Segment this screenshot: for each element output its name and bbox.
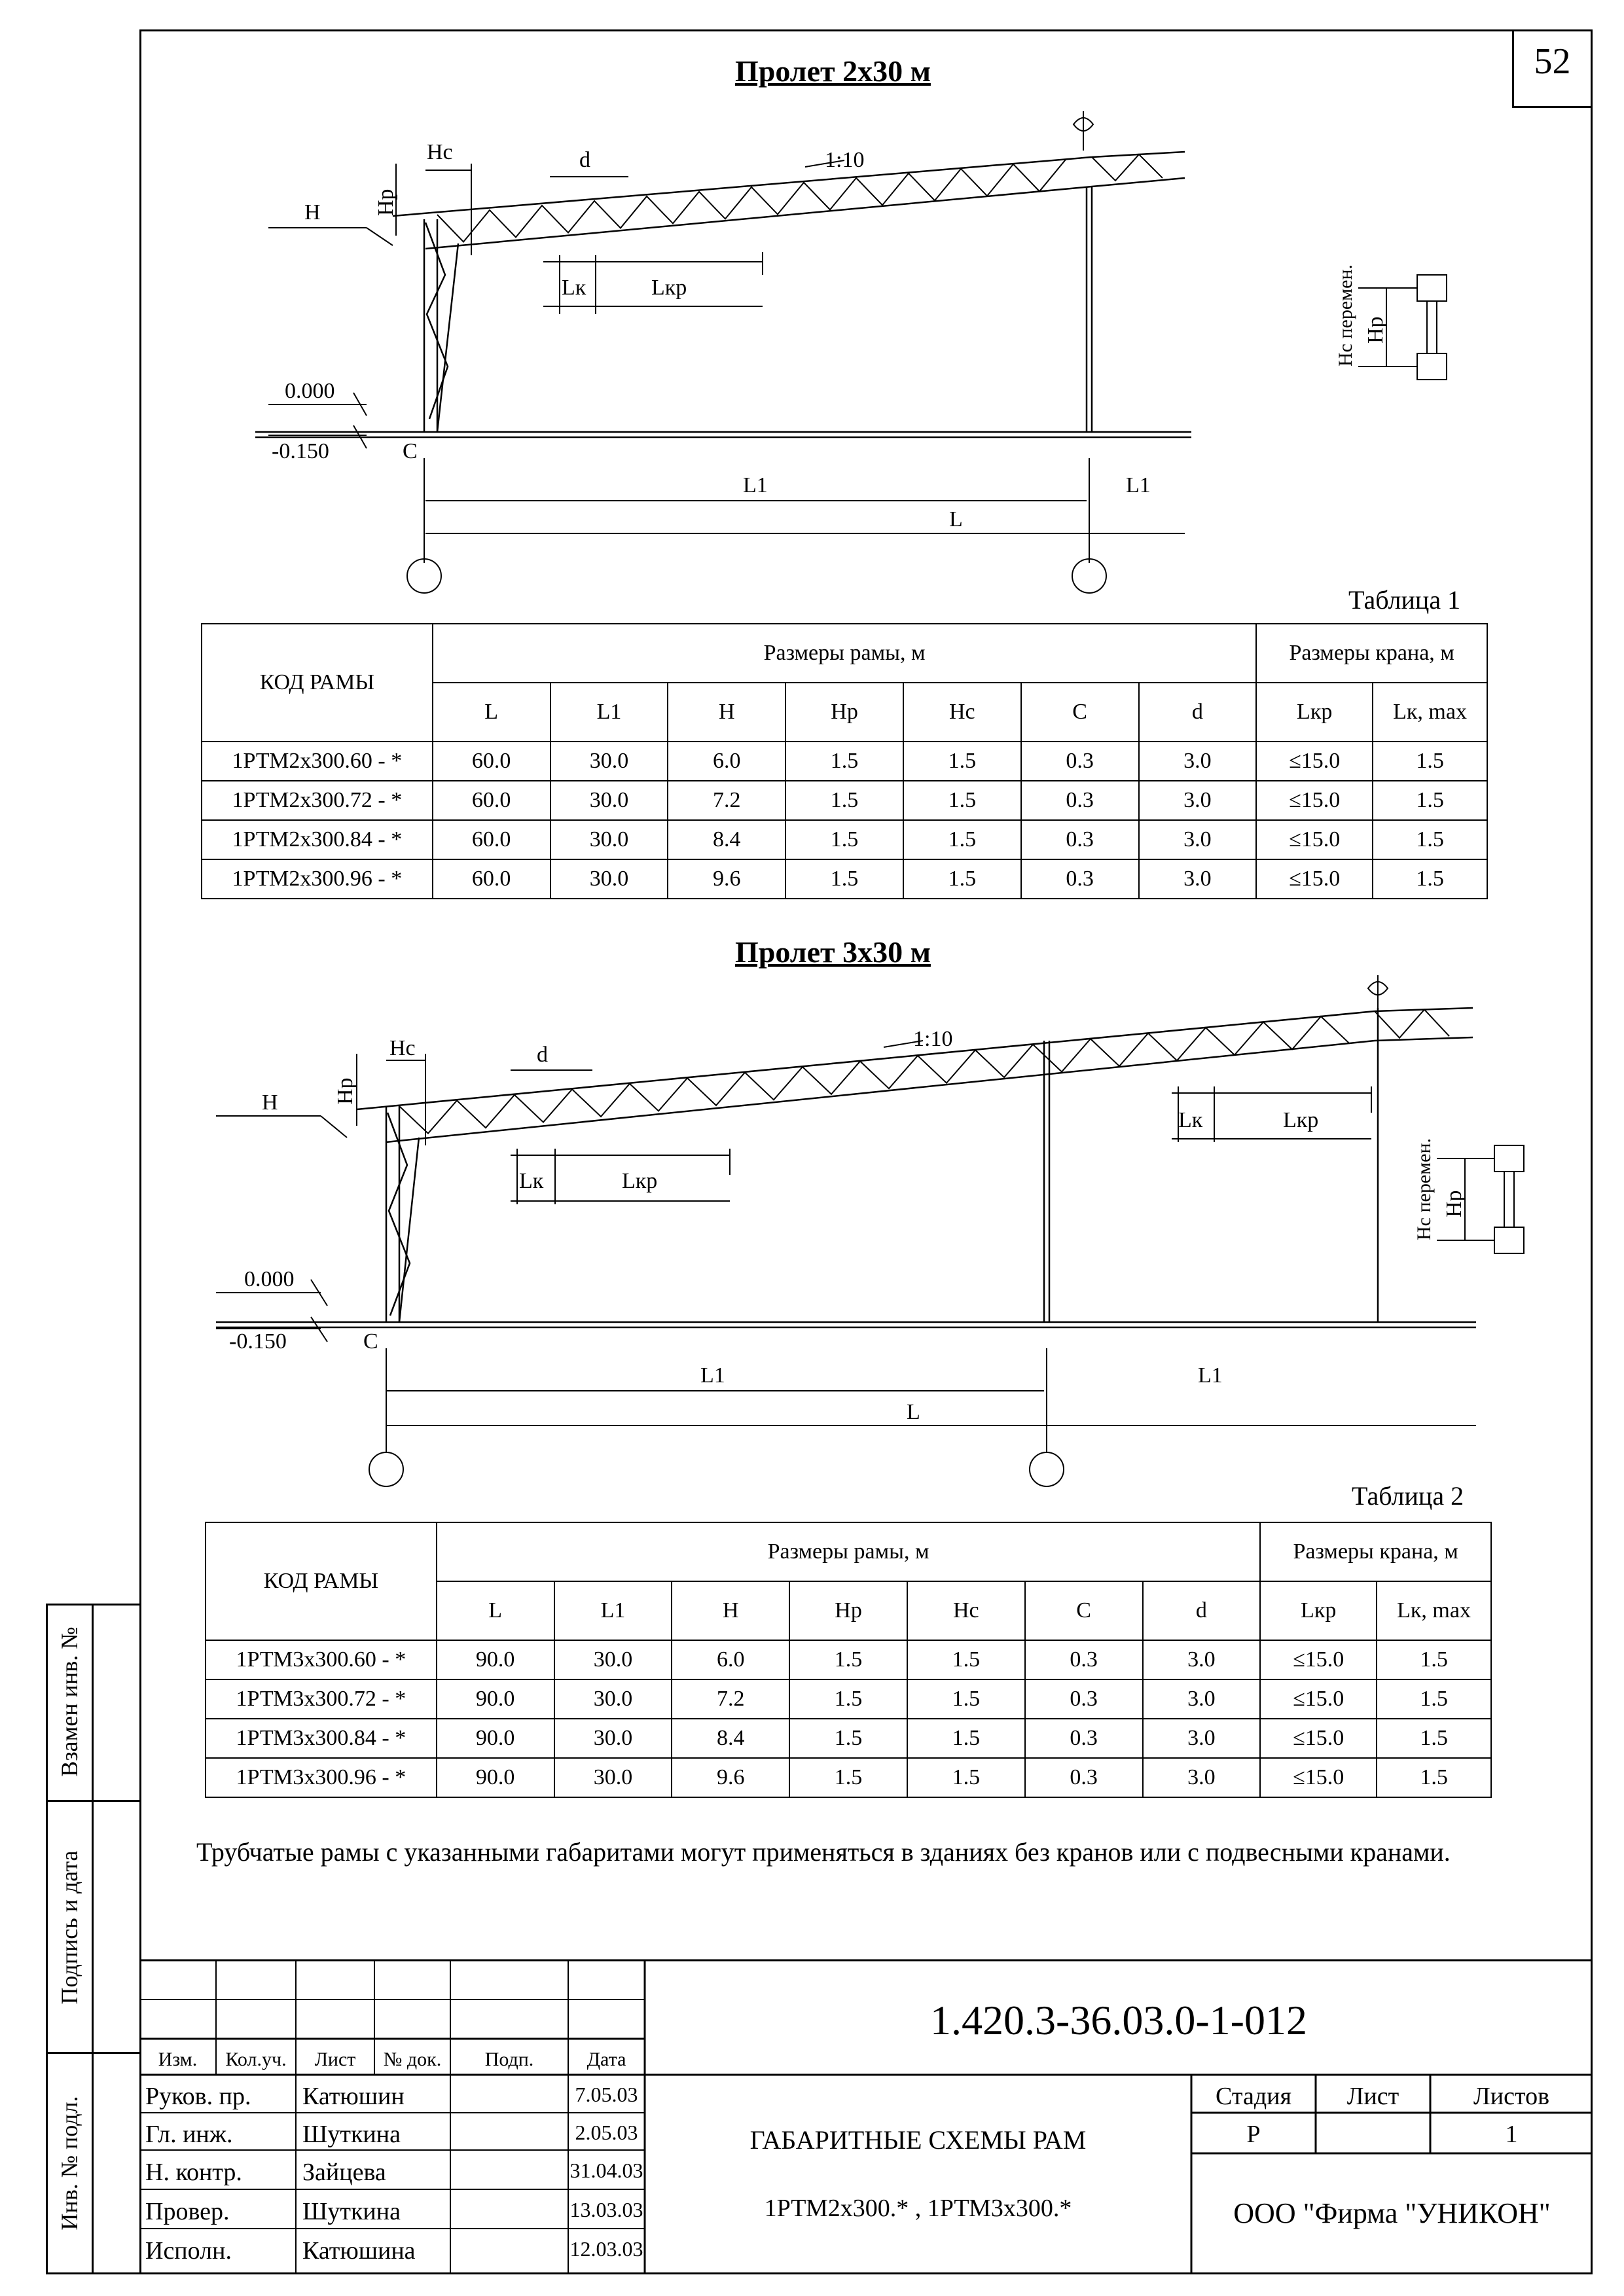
table1-colhead-1: L1 bbox=[550, 683, 668, 742]
tb-sig-date: 2.05.03 bbox=[575, 2121, 638, 2144]
tb-sig-name: Катюшин bbox=[302, 2083, 405, 2110]
s2-detail-hc: Hc перемен. bbox=[1413, 1138, 1435, 1240]
table2-cell: 1.5 bbox=[789, 1679, 907, 1719]
table2-cell: 1.5 bbox=[789, 1719, 907, 1758]
table2-cell: ≤15.0 bbox=[1260, 1640, 1377, 1679]
table1-cell: 1.5 bbox=[785, 742, 903, 781]
table2-cell: 1РТМ3х300.60 - * bbox=[206, 1640, 437, 1679]
table2-cell: 0.3 bbox=[1025, 1719, 1143, 1758]
table2-cell: 7.2 bbox=[672, 1679, 789, 1719]
table1-colhead-6: d bbox=[1139, 683, 1257, 742]
table2-crane-header: Размеры крана, м bbox=[1260, 1522, 1491, 1581]
table1-cell: 60.0 bbox=[433, 742, 550, 781]
s2-l1a-label: L1 bbox=[700, 1363, 725, 1388]
table2-caption: Таблица 2 bbox=[1352, 1481, 1464, 1511]
s2-lkr2-label: Lкр bbox=[1283, 1108, 1319, 1132]
tb-header-doc: № док. bbox=[383, 2049, 442, 2070]
note-text: Трубчатые рамы с указанными габаритами могут применяться в зданиях без кранов или с подвесными кранами. bbox=[196, 1837, 1451, 1867]
table2-cell: 1.5 bbox=[789, 1758, 907, 1797]
tb-doc-code: 1.420.3-36.03.0-1-012 bbox=[930, 1997, 1307, 2043]
table2-cell: 1.5 bbox=[1377, 1758, 1491, 1797]
s1-hp-label: Hp bbox=[374, 188, 398, 216]
table1-colhead-2: H bbox=[668, 683, 785, 742]
table2-cell: 3.0 bbox=[1143, 1719, 1261, 1758]
table1-cell: 1РТМ2х300.60 - * bbox=[202, 742, 433, 781]
tb-sig-role: Н. контр. bbox=[145, 2159, 242, 2186]
s1-hc-label: Hc bbox=[427, 140, 453, 164]
tb-sig-date: 7.05.03 bbox=[575, 2083, 638, 2106]
table1-cell: 3.0 bbox=[1139, 742, 1257, 781]
s2-hp-label: Hp bbox=[333, 1077, 357, 1105]
table1-cell: ≤15.0 bbox=[1256, 742, 1373, 781]
table2-cell: 30.0 bbox=[554, 1719, 672, 1758]
table1-cell: 30.0 bbox=[550, 820, 668, 859]
table2-cell: 1.5 bbox=[907, 1640, 1025, 1679]
table1-colhead-3: Hp bbox=[785, 683, 903, 742]
table2-cell: 8.4 bbox=[672, 1719, 789, 1758]
table2-cell: 1.5 bbox=[1377, 1640, 1491, 1679]
table1-cell: 9.6 bbox=[668, 859, 785, 899]
table2-cell: ≤15.0 bbox=[1260, 1758, 1377, 1797]
s2-lkr-label: Lкр bbox=[622, 1169, 658, 1193]
table2-cell: 3.0 bbox=[1143, 1758, 1261, 1797]
table2-cell: 30.0 bbox=[554, 1679, 672, 1719]
side-stamp-inv: Инв. № подл. bbox=[56, 2096, 82, 2231]
side-stamp-signature: Подпись и дата bbox=[56, 1850, 82, 2005]
table2-cell: 1РТМ3х300.84 - * bbox=[206, 1719, 437, 1758]
table2-frame-header: Размеры рамы, м bbox=[437, 1522, 1261, 1581]
tb-sig-name: Шуткина bbox=[302, 2121, 401, 2148]
s1-l1a-label: L1 bbox=[743, 473, 768, 497]
table1-cell: ≤15.0 bbox=[1256, 781, 1373, 820]
tb-stage-header: Стадия bbox=[1216, 2083, 1291, 2110]
s1-detail-hc: Hc перемен. bbox=[1335, 264, 1356, 367]
tb-sig-date: 31.04.03 bbox=[569, 2159, 643, 2182]
table1-cell: 3.0 bbox=[1139, 781, 1257, 820]
s2-c-label: C bbox=[363, 1329, 378, 1354]
table1-cell: 30.0 bbox=[550, 859, 668, 899]
tb-sig-role: Провер. bbox=[145, 2198, 230, 2225]
tb-sheet-header: Лист bbox=[1346, 2083, 1399, 2110]
table2-cell: 1РТМ3х300.96 - * bbox=[206, 1758, 437, 1797]
table1-cell: ≤15.0 bbox=[1256, 820, 1373, 859]
table1-cell: 1РТМ2х300.84 - * bbox=[202, 820, 433, 859]
s1-detail-hp: Hp bbox=[1363, 316, 1388, 344]
s1-l1b-label: L1 bbox=[1126, 473, 1151, 497]
table2-cell: 1РТМ3х300.72 - * bbox=[206, 1679, 437, 1719]
section2-title: Пролет 3х30 м bbox=[735, 935, 931, 969]
s1-d-label: d bbox=[579, 148, 590, 172]
s2-l1b-label: L1 bbox=[1198, 1363, 1223, 1388]
table2-cell: 90.0 bbox=[437, 1719, 554, 1758]
table2-colhead-4: Hc bbox=[907, 1581, 1025, 1640]
table2-cell: 90.0 bbox=[437, 1679, 554, 1719]
tb-drawing-title: ГАБАРИТНЫЕ СХЕМЫ РАМ bbox=[749, 2125, 1087, 2155]
table2-cell: 6.0 bbox=[672, 1640, 789, 1679]
table1-cell: 1РТМ2х300.72 - * bbox=[202, 781, 433, 820]
table2-cell: 1.5 bbox=[789, 1640, 907, 1679]
table1-colhead-4: Hc bbox=[903, 683, 1021, 742]
tb-sig-date: 12.03.03 bbox=[569, 2237, 643, 2261]
table1-crane-header: Размеры крана, м bbox=[1256, 624, 1487, 683]
s1-slope-label: 1:10 bbox=[825, 148, 865, 172]
table1-cell: 1.5 bbox=[1373, 781, 1487, 820]
table1-code-header: КОД РАМЫ bbox=[202, 624, 433, 742]
table1-cell: 1.5 bbox=[785, 859, 903, 899]
tb-sig-name: Зайцева bbox=[302, 2159, 386, 2186]
table2-cell: 1.5 bbox=[907, 1719, 1025, 1758]
s2-detail-hp: Hp bbox=[1442, 1190, 1466, 1217]
table2-colhead-0: L bbox=[437, 1581, 554, 1640]
tb-stage-value: Р bbox=[1246, 2121, 1261, 2148]
s1-lvl1-label: -0.150 bbox=[272, 439, 329, 463]
tb-company: ООО "Фирма "УНИКОН" bbox=[1233, 2197, 1551, 2229]
table1-cell: 1.5 bbox=[1373, 742, 1487, 781]
table2-colhead-5: C bbox=[1025, 1581, 1143, 1640]
tb-sig-role: Руков. пр. bbox=[145, 2083, 251, 2110]
table2-colhead-6: d bbox=[1143, 1581, 1261, 1640]
tb-header-list: Лист bbox=[314, 2049, 356, 2070]
table2-cell: 30.0 bbox=[554, 1758, 672, 1797]
table1-colhead-8: Lк, max bbox=[1373, 683, 1487, 742]
table1-cell: ≤15.0 bbox=[1256, 859, 1373, 899]
s2-lk2-label: Lк bbox=[1178, 1108, 1203, 1132]
s2-slope-label: 1:10 bbox=[913, 1027, 953, 1051]
table1-frame-header: Размеры рамы, м bbox=[433, 624, 1257, 683]
table1-colhead-0: L bbox=[433, 683, 550, 742]
tb-sig-name: Катюшина bbox=[302, 2237, 416, 2265]
table1-cell: 1РТМ2х300.96 - * bbox=[202, 859, 433, 899]
side-stamp-replace: Взамен инв. № bbox=[56, 1626, 82, 1777]
table1-cell: 7.2 bbox=[668, 781, 785, 820]
table2-cell: 1.5 bbox=[1377, 1679, 1491, 1719]
table1-cell: 30.0 bbox=[550, 781, 668, 820]
section1-title: Пролет 2х30 м bbox=[735, 54, 931, 88]
table1-cell: 8.4 bbox=[668, 820, 785, 859]
table1-cell: 6.0 bbox=[668, 742, 785, 781]
table1-caption: Таблица 1 bbox=[1348, 585, 1461, 615]
table2-cell: 0.3 bbox=[1025, 1640, 1143, 1679]
table2-cell: 90.0 bbox=[437, 1758, 554, 1797]
table1-cell: 60.0 bbox=[433, 859, 550, 899]
s1-l-label: L bbox=[949, 507, 963, 531]
table2-colhead-2: H bbox=[672, 1581, 789, 1640]
tb-header-date: Дата bbox=[586, 2049, 626, 2070]
table1-cell: 0.3 bbox=[1021, 820, 1139, 859]
s1-c-label: C bbox=[403, 439, 418, 463]
table2-colhead-1: L1 bbox=[554, 1581, 672, 1640]
table1-cell: 1.5 bbox=[1373, 820, 1487, 859]
table2-cell: ≤15.0 bbox=[1260, 1679, 1377, 1719]
table1-cell: 0.3 bbox=[1021, 859, 1139, 899]
tb-sheets-header: Листов bbox=[1473, 2083, 1550, 2110]
table1-cell: 30.0 bbox=[550, 742, 668, 781]
s1-lkr-label: Lкр bbox=[651, 276, 687, 300]
s1-lk-label: Lк bbox=[562, 276, 586, 300]
table2-cell: 3.0 bbox=[1143, 1640, 1261, 1679]
tb-header-sign: Подп. bbox=[484, 2049, 534, 2070]
table1-cell: 1.5 bbox=[903, 859, 1021, 899]
tb-sig-date: 13.03.03 bbox=[569, 2198, 643, 2221]
tb-header-kol: Кол.уч. bbox=[225, 2049, 287, 2070]
s2-hc-label: Hc bbox=[389, 1036, 416, 1060]
s2-d-label: d bbox=[537, 1043, 548, 1067]
s2-lvl1-label: -0.150 bbox=[229, 1329, 287, 1354]
table2-cell: 0.3 bbox=[1025, 1679, 1143, 1719]
table1-cell: 1.5 bbox=[903, 820, 1021, 859]
table1-colhead-7: Lкр bbox=[1256, 683, 1373, 742]
tb-drawing-subtitle: 1РТМ2х300.* , 1РТМ3х300.* bbox=[764, 2195, 1072, 2222]
s1-h-label: H bbox=[304, 200, 321, 224]
table2-cell: ≤15.0 bbox=[1260, 1719, 1377, 1758]
tb-sig-role: Гл. инж. bbox=[145, 2121, 233, 2148]
table1-cell: 1.5 bbox=[903, 781, 1021, 820]
table2-colhead-7: Lкр bbox=[1260, 1581, 1377, 1640]
table1-cell: 60.0 bbox=[433, 820, 550, 859]
table2-code-header: КОД РАМЫ bbox=[206, 1522, 437, 1640]
table2-cell: 1.5 bbox=[907, 1758, 1025, 1797]
tb-sheets-value: 1 bbox=[1505, 2121, 1518, 2148]
table1-cell: 3.0 bbox=[1139, 820, 1257, 859]
tb-header-izm: Изм. bbox=[158, 2049, 198, 2070]
sheet-number: 52 bbox=[1534, 41, 1571, 82]
table1-cell: 1.5 bbox=[1373, 859, 1487, 899]
table2-cell: 1.5 bbox=[907, 1679, 1025, 1719]
s2-l-label: L bbox=[907, 1400, 920, 1424]
table1-cell: 1.5 bbox=[785, 781, 903, 820]
s2-h-label: H bbox=[262, 1090, 278, 1115]
s1-lvl0-label: 0.000 bbox=[285, 379, 335, 403]
table1-cell: 1.5 bbox=[903, 742, 1021, 781]
table1-colhead-5: C bbox=[1021, 683, 1139, 742]
tb-sig-role: Исполн. bbox=[145, 2237, 232, 2265]
table2-cell: 9.6 bbox=[672, 1758, 789, 1797]
s2-lvl0-label: 0.000 bbox=[244, 1267, 295, 1291]
s2-lk-label: Lк bbox=[519, 1169, 544, 1193]
table2-cell: 90.0 bbox=[437, 1640, 554, 1679]
table2-cell: 1.5 bbox=[1377, 1719, 1491, 1758]
tb-sig-name: Шуткина bbox=[302, 2198, 401, 2225]
table2-colhead-3: Hp bbox=[789, 1581, 907, 1640]
table1-cell: 60.0 bbox=[433, 781, 550, 820]
table2-colhead-8: Lк, max bbox=[1377, 1581, 1491, 1640]
table1-cell: 1.5 bbox=[785, 820, 903, 859]
table2-cell: 0.3 bbox=[1025, 1758, 1143, 1797]
table2-cell: 30.0 bbox=[554, 1640, 672, 1679]
table2-cell: 3.0 bbox=[1143, 1679, 1261, 1719]
table1-cell: 0.3 bbox=[1021, 742, 1139, 781]
table1-cell: 0.3 bbox=[1021, 781, 1139, 820]
table1-cell: 3.0 bbox=[1139, 859, 1257, 899]
